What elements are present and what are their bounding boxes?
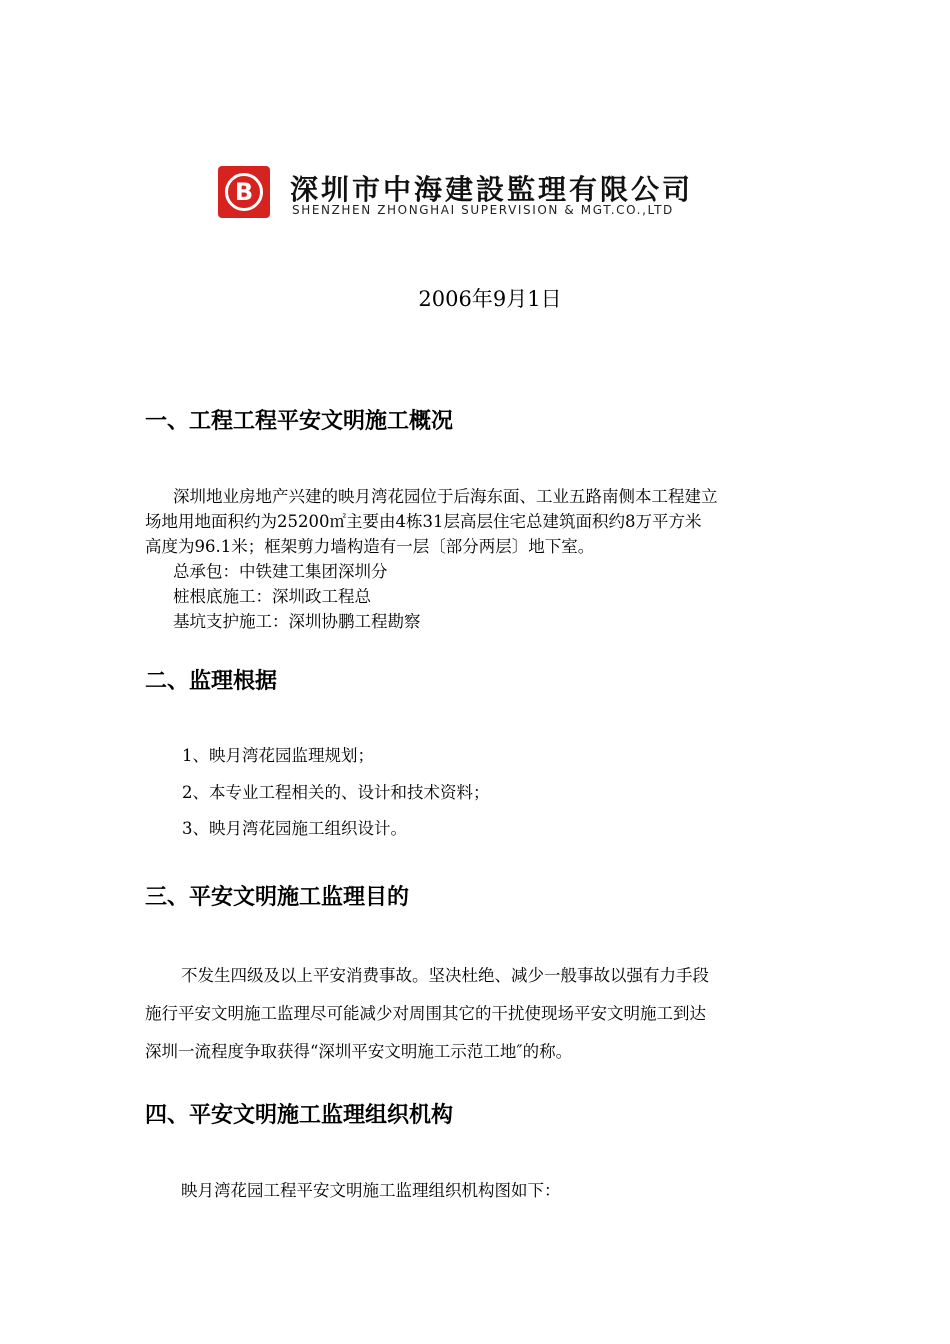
section-2-title: 二、监理根据 (145, 669, 278, 694)
section-4-title: 四、平安文明施工监理组织机构 (145, 1103, 454, 1128)
section-3-body (145, 957, 813, 1071)
company-name-en: SHENZHEN ZHONGHAI SUPERVISION & MGT.CO.,LTD (292, 203, 674, 217)
section-1-line-5: 桩根底施工：深圳政工程总 (173, 587, 371, 606)
list-item: 2、本专业工程相关的、设计和技术资料； (182, 783, 490, 802)
section-4-body (145, 1178, 813, 1203)
list-item: 3、映月湾花园施工组织设计。 (182, 819, 407, 838)
section-3-line-1: 不发生四级及以上平安消费事故。坚决杜绝、减少一般事故以强有力手段 (181, 966, 709, 985)
section-3-title: 三、平安文明施工监理目的 (145, 885, 410, 910)
section-4-line-1: 映月湾花园工程平安文明施工监理组织机构图如下： (181, 1181, 561, 1200)
company-logo-icon (218, 166, 270, 218)
section-1-line-6: 基坑支护施工：深圳协鹏工程勘察 (173, 612, 421, 631)
company-name-cn: 深圳市中海建設監理有限公司 (290, 173, 694, 206)
section-3-line-2: 施行平安文明施工监理尽可能减少对周围其它的干扰使现场平安文明施工到达 (145, 1004, 706, 1023)
section-1-body (145, 484, 813, 634)
document-date: 2006年9月1日 (418, 287, 562, 311)
logo-letter: B (234, 178, 254, 206)
company-header (218, 166, 718, 222)
section-3-line-3: 深圳一流程度争取获得“深圳平安文明施工示范工地″的称。 (145, 1042, 573, 1061)
section-1-line-1: 深圳地业房地产兴建的映月湾花园位于后海东面、工业五路南侧本工程建立 (173, 487, 718, 506)
section-1-line-3: 高度为96.1米；框架剪力墙构造有一层〔部分两层〕地下室。 (145, 537, 595, 556)
list-item: 1、映月湾花园监理规划； (182, 746, 374, 765)
section-1-line-4: 总承包：中铁建工集团深圳分 (173, 562, 388, 581)
section-1-title: 一、工程工程平安文明施工概况 (145, 409, 454, 434)
section-1-line-2: 场地用地面积约为25200㎡主要由4栋31层高层住宅总建筑面积约8万平方米 (145, 512, 702, 531)
